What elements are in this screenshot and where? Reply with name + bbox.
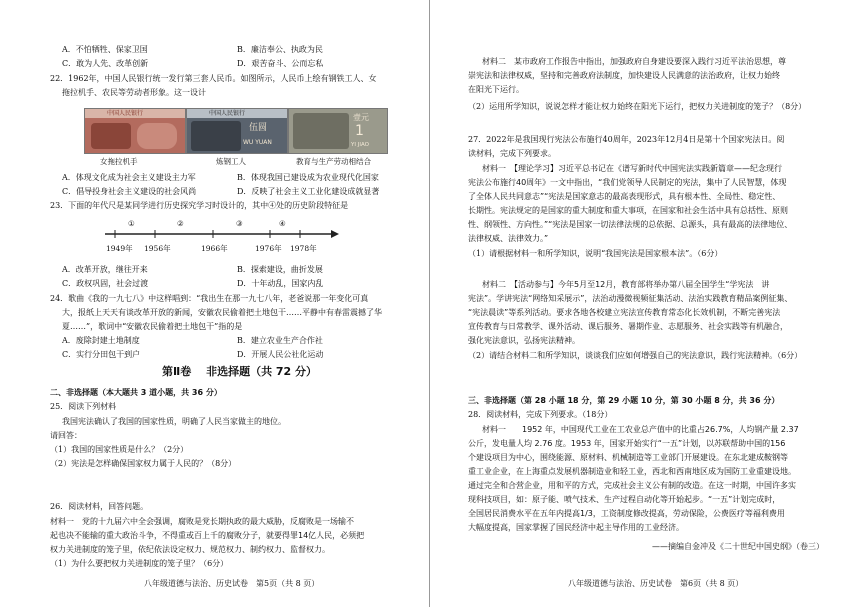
q26-material1-line3: 权力关进制度的笼子里，依纪依法设定权力、规范权力、制约权力、监督权力。 — [50, 545, 330, 554]
timeline-year-1978: 1978年 — [290, 244, 317, 253]
q25-material: 我国宪法确认了我国的国家性质，明确了人民当家做主的地位。 — [62, 417, 286, 426]
q27-material2-line1: 材料二 【活动参与】今年5月至12月，教育部将举办第八届全国学生“学宪法 讲 — [482, 280, 770, 289]
q25-prompt: 请回答： — [50, 431, 82, 440]
q27-material1-line4: 长期性。宪法规定的是国家的重大制度和重大事项，在国家和社会生活中具有总括性、原则 — [468, 206, 788, 215]
q28-heading: 28．阅读材料，完成下列要求。（18分） — [468, 410, 613, 419]
banknote-2-bank-text: 中国人民银行 — [209, 110, 246, 117]
banknote-3-pinyin-text: YI JIAO — [351, 142, 369, 148]
q24-option-d: D．开展人民公社化运动 — [237, 350, 324, 359]
q28-material1-line7: 全国居民消费水平在五年内提高1/3，工资制度修改提高，劳动保险，公费医疗等福利费用 — [468, 509, 785, 518]
q26-question-1: （1）为什么要把权力关进制度的笼子里？（6分） — [50, 559, 229, 568]
q25-question-2: （2）宪法是怎样确保国家权力属于人民的？（8分） — [50, 459, 237, 468]
q27-material1-line5: 性、纲领性、方向性。”“宪法是国家一切法律法规的总依据、总源头，具有最高的法律地位、 — [468, 220, 793, 229]
q24-option-b: B．建立农业生产合作社 — [237, 336, 323, 345]
q22-option-a: A．体现文化成为社会主义建设主力军 — [62, 173, 196, 182]
q28-material1-line4: 重工业企业，在上海重点发展机器制造业和轻工业，西北和西南地区成为国防工业重建设地。 — [468, 467, 796, 476]
timeline-arrowhead — [331, 230, 339, 238]
q26-material2-line1: 材料二 某市政府工作报告中指出，加强政府自身建设要深入践行习近平法治思想，尊 — [482, 57, 786, 66]
q21-option-b: B．廉洁奉公、执政为民 — [237, 45, 323, 54]
banknote-3-image — [288, 108, 388, 154]
banknote-1-caption: 女拖拉机手 — [100, 157, 138, 166]
section2-heading: 二、非选择题（本大题共 3 道小题，共 36 分） — [50, 388, 222, 397]
banknote-2-caption: 炼钢工人 — [216, 157, 246, 166]
q21-option-c: C．敢为人先、改革创新 — [62, 59, 149, 68]
timeline-marker-3: ③ — [236, 219, 243, 228]
q23-stem: 23．下面的年代尺是某同学进行历史探究学习时设计的，其中④处的历史阶段特征是 — [50, 201, 349, 210]
banknote-2-value-text: 伍圆 — [249, 123, 268, 133]
part2-title: 第Ⅱ卷 非选择题（共 72 分） — [162, 365, 318, 378]
banknote-2-pinyin-text: WU YUAN — [243, 139, 272, 146]
q26-material2-line2: 崇宪法和法律权威，坚持和完善政府法制度，加快建设人民满意的法治政府，让权力始终 — [468, 71, 780, 80]
q26-material2-line3: 在阳光下运行。 — [468, 85, 524, 94]
section3-heading: 三、非选择题（第 28 小题 18 分，第 29 小题 10 分，第 30 小题 8 分，共 36 分） — [468, 396, 780, 405]
timeline-year-1956: 1956年 — [144, 244, 171, 253]
q27-question-2: （2）请结合材料二和所学知识，谈谈我们应如何增强自己的宪法意识，践行宪法精神。（6分） — [468, 351, 803, 360]
q25-heading: 25．阅读下列材料 — [50, 402, 117, 411]
q22-option-c: C．倡导投身社会主义建设的社会风尚 — [62, 187, 197, 196]
right-page-footer: 八年级道德与法治、历史试卷 第6页（共 8 页） — [568, 579, 744, 588]
q27-material2-line3: “宪法晨读”等系列活动。要求各地各校建立宪法宣传教育常态化长效机制，不断完善宪法 — [468, 308, 781, 317]
q26-material1-line2: 起也决不能输的重大政治斗争，不得重或百上千的腐败分子，就要得罪14亿人民，必须把 — [50, 531, 365, 540]
banknote-2-image — [186, 108, 288, 154]
banknote-3-numeral: 1 — [355, 123, 364, 139]
q22-stem-line2: 拖拉机手、农民等劳动者形象。这一设计 — [62, 88, 206, 97]
q27-material1-line3: 了全体人民共同意志”“宪法是国家意志的最高表现形式，具有根本性、全局性、稳定性、 — [468, 192, 781, 201]
q28-material1-line2: 公斤，发电量人均 2.76 度。1953 年，国家开始实行“一五”计划，以苏联帮助中国的156 — [468, 439, 786, 448]
q23-option-d: D．十年动乱，国家内乱 — [237, 279, 324, 288]
q25-question-1: （1）我国的国家性质是什么？（2分） — [50, 445, 189, 454]
q27-stem-line2: 读材料，完成下列要求。 — [468, 149, 556, 158]
banknote-1-image — [84, 108, 186, 154]
timeline-marker-4: ④ — [279, 219, 286, 228]
q27-material1-line1: 材料一 【理论学习】习近平总书记在《谱写新时代中国宪法实践新篇章——纪念现行 — [482, 164, 782, 173]
left-page-footer: 八年级道德与法治、历史试卷 第5页（共 8 页） — [144, 579, 320, 588]
q28-material1-line6: 现科技项目，如：原子能、喷气技术、生产过程自动化等开始起步。“一五”计划完成时， — [468, 495, 781, 504]
q28-source: ——摘编自金冲及《二十世纪中国史纲》（卷三） — [652, 542, 824, 551]
banknote-3-caption: 教育与生产劳动相结合 — [296, 157, 371, 166]
q22-option-b: B．体现我国已建设成为农业现代化国家 — [237, 173, 379, 182]
q27-material1-line2: 宪法公布施行40周年》一文中指出，“我们党领导人民制定的宪法，集中了人民智慧，体现 — [468, 178, 787, 187]
timeline-marker-2: ② — [177, 219, 184, 228]
q27-material2-line2: 宪法”。学讲宪法“网络知采展示”，法治动漫微视频征集活动、法治实践教育精品案例征集、 — [468, 294, 793, 303]
q27-material1-line6: 法律权威、法律效力。” — [468, 234, 549, 243]
q24-stem-line2: 大，报纸上天天有谈改革开放的新闻，安徽农民偷着把土地包干……平静中有春雷震撼了华 — [62, 308, 382, 317]
q23-option-b: B．探索建设，曲折发展 — [237, 265, 323, 274]
q21-option-d: D．艰苦奋斗、公而忘私 — [237, 59, 324, 68]
q24-option-c: C．实行分田包干到户 — [62, 350, 141, 359]
q23-option-a: A．改革开放，继往开来 — [62, 265, 148, 274]
q27-stem-line1: 27．2022年是我国现行宪法公布施行40周年，2023年12月4日是第十个国家宪法日。阅 — [468, 135, 785, 144]
timeline-year-1966: 1966年 — [201, 244, 228, 253]
q28-material1-line5: 通过完全和合营企业，用和平的方式，完成社会主义公有制的改造。在这一时期，中国许多实 — [468, 481, 796, 490]
q22-stem-line1: 22．1962年，中国人民银行统一发行第三套人民币。如图所示，人民币上绘有钢铁工人、女 — [50, 74, 377, 83]
q27-question-1: （1）请根据材料一和所学知识，说明“我国宪法是国家根本法”。（6分） — [468, 249, 723, 258]
q26-heading: 26．阅读材料，回答问题。 — [50, 502, 149, 511]
q27-material2-line5: 强化宪法意识，弘扬宪法精神。 — [468, 336, 580, 345]
timeline-year-1949: 1949年 — [106, 244, 133, 253]
q24-option-a: A．废除封建土地制度 — [62, 336, 140, 345]
q26-question-2: （2）运用所学知识，说说怎样才能让权力始终在阳光下运行，把权力关进制度的笼子？（8分） — [468, 102, 807, 111]
banknote-1-bank-text: 中国人民银行 — [107, 110, 144, 117]
banknote-3-value-text: 壹元 — [353, 113, 369, 122]
timeline-year-1976: 1976年 — [255, 244, 282, 253]
q27-material2-line4: 宣传教育与日常教学、课外活动、课后服务、暑期作业、志愿服务、社会实践等有机融合， — [468, 322, 788, 331]
q24-stem-line1: 24．歌曲《我的一九七八》中这样唱到：“我出生在那一九七八年，老爸说那一年变化可真 — [50, 294, 369, 303]
q28-material1-line3: 个建设项目为中心，围绕能源、原材料、机械制造等工业部门开展建设。在东北建成鞍钢等 — [468, 453, 788, 462]
timeline-marker-1: ① — [128, 219, 135, 228]
q21-option-a: A．不怕牺牲、保家卫国 — [62, 45, 148, 54]
q22-option-d: D．反映了社会主义工业化建设成就显著 — [237, 187, 380, 196]
right-page — [430, 0, 860, 607]
q24-stem-line3: 夏……”，歌词中“安徽农民偷着把土地包干”指的是 — [62, 322, 243, 331]
q28-material1-line1: 材料一 1952 年，中国现代工业在工农业总产值中的比重占26.7%，人均钢产量 2.37 — [482, 425, 799, 434]
q26-material1-line1: 材料一 党的十九届六中全会强调，腐败是党长期执政的最大威胁，反腐败是一场输不 — [50, 517, 354, 526]
q23-option-c: C．政权巩固，社会过渡 — [62, 279, 149, 288]
q28-material1-line8: 大幅度提高，国家掌握了国民经济中起主导作用的工业经济。 — [468, 523, 684, 532]
